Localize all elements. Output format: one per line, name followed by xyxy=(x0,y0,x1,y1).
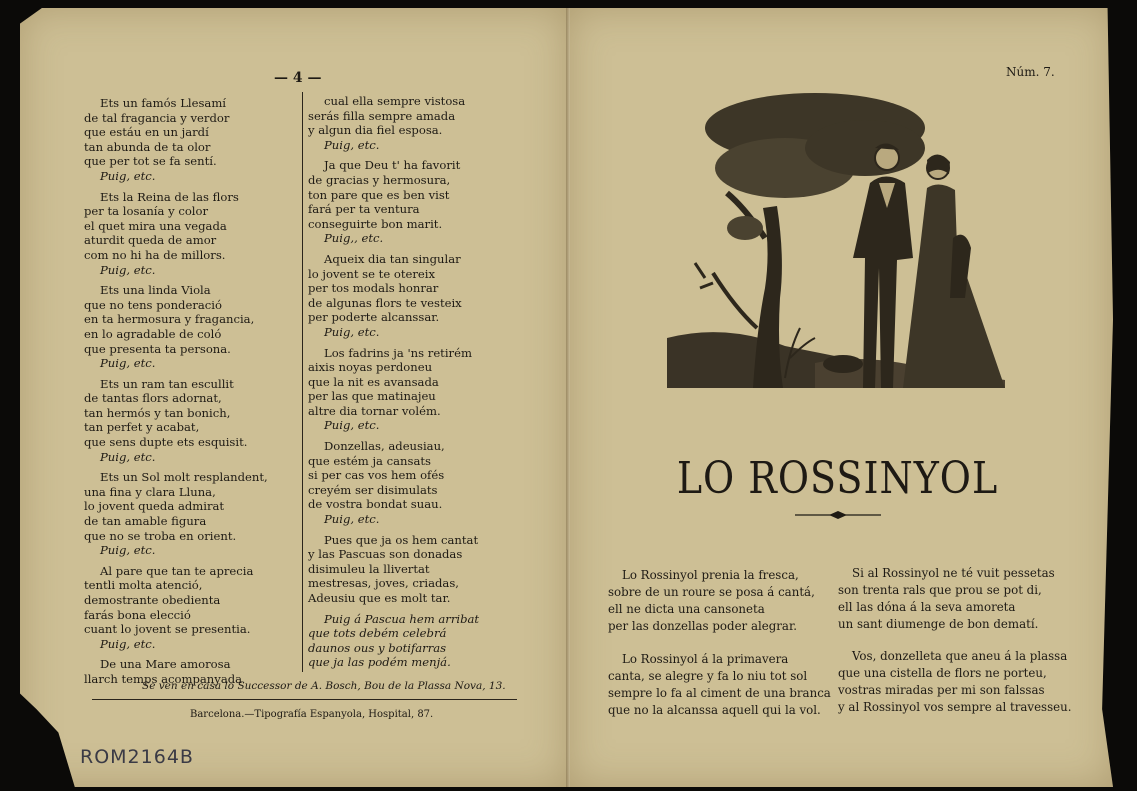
stanza xyxy=(84,564,284,652)
verse-line: Pues que ja os hem cantat xyxy=(324,532,479,547)
printer-imprint: Barcelona.—Tipografía Espanyola, Hospital, 87. xyxy=(190,709,434,720)
verse-line: Ets la Reina de las flors xyxy=(100,189,239,204)
footer-divider xyxy=(92,699,517,700)
verse-line: Aqueix dia tan singular xyxy=(324,251,461,266)
verse-line: De una Mare amorosa xyxy=(100,657,231,672)
verse-line: Al pare que tan te aprecia xyxy=(100,563,254,578)
verse-line: farás bona elecció xyxy=(84,607,191,622)
verse-line: Ets una linda Viola xyxy=(100,283,211,298)
verse-line: de tan amable figura xyxy=(84,514,207,529)
verse-line: que no la alcanssa aquell qui la vol. xyxy=(608,703,821,717)
stanza xyxy=(308,533,483,606)
verse-line: serás filla sempre amada xyxy=(308,108,456,123)
verse-line: ell las dóna á la seva amoreta xyxy=(838,600,1016,614)
verse-line: lo jovent se te otereix xyxy=(308,266,436,281)
stanza xyxy=(84,96,284,184)
verse-line: lo jovent queda admirat xyxy=(84,499,225,514)
verse-line: llarch temps acompanyada xyxy=(84,671,243,686)
verse-line: per tos modals honrar xyxy=(308,281,439,296)
verse-line: aixis noyas perdoneu xyxy=(308,360,433,375)
verse-line: Lo Rossinyol prenia la fresca, xyxy=(622,568,799,582)
verse-line: que tots debém celebrá xyxy=(308,626,447,641)
verse-line: Donzellas, adeusiau, xyxy=(324,439,445,454)
verse-line: Ets un Sol molt resplandent, xyxy=(100,470,268,485)
verse-line: Lo Rossinyol á la primavera xyxy=(622,652,789,666)
stanza-3 xyxy=(608,651,831,719)
verse-line: sobre de un roure se posa á cantá, xyxy=(608,585,815,599)
verse-line: de vostra bondat suau. xyxy=(308,497,443,512)
verse-line: Si al Rossinyol ne té vuit pessetas xyxy=(852,566,1055,580)
refrain: Puig, etc. xyxy=(100,262,156,277)
column-divider xyxy=(302,92,303,672)
verse-line: canta, se alegre y fa lo niu tot sol xyxy=(608,669,808,683)
verse-line: y al Rossinyol vos sempre al travesseu. xyxy=(838,700,1072,714)
poem-column-2 xyxy=(308,94,483,676)
verse-line: sempre lo fa al ciment de una branca xyxy=(608,686,831,700)
refrain: Puig, etc. xyxy=(324,137,380,152)
verse-line: Ja que Deu t' ha favorit xyxy=(324,158,461,173)
verse-line: creyém ser disimulats xyxy=(308,482,438,497)
verse-line: el quet mira una vegada xyxy=(84,218,227,233)
stanza-1 xyxy=(608,567,815,635)
refrain: Puig, etc. xyxy=(324,512,380,527)
verse-line: tan hermós y tan bonich, xyxy=(84,405,231,420)
verse-line: que no tens ponderació xyxy=(84,297,222,312)
page-fold xyxy=(566,8,570,787)
verse-line: demostrante obedienta xyxy=(84,593,221,607)
verse-line: cuant lo jovent se presentia. xyxy=(84,622,251,637)
verse-line: de algunas flors te vesteix xyxy=(308,295,462,310)
verse-line: mestresas, joves, criadas, xyxy=(308,576,459,591)
verse-line: per ta losanía y color xyxy=(84,204,209,219)
verse-line: per las que matinajeu xyxy=(308,389,436,404)
verse-line: Ets un famós Llesamí xyxy=(100,96,227,110)
refrain: Puig,, etc. xyxy=(324,231,384,246)
stanza-2 xyxy=(838,565,1055,633)
refrain: Puig, etc. xyxy=(324,324,380,339)
refrain: Puig, etc. xyxy=(100,449,156,464)
seller-note: Se ven en casa lo Successor de A. Bosch, Bou de la Plassa Nova, 13. xyxy=(142,680,506,692)
stanza xyxy=(84,283,284,371)
verse-line: disimuleu la llivertat xyxy=(308,561,430,576)
verse-line: per poderte alcanssar. xyxy=(308,310,440,325)
verse-line: de tantas flors adornat, xyxy=(84,391,222,406)
verse-line: ton pare que es ben vist xyxy=(308,187,450,202)
verse-line: tan abunda de ta olor xyxy=(84,139,211,154)
verse-line: conseguirte bon marit. xyxy=(308,216,443,231)
verse-line: en lo agradable de coló xyxy=(84,326,222,341)
verse-line: que ja las podém menjá. xyxy=(308,655,451,670)
stanza xyxy=(308,612,483,670)
verse-line: que no se troba en orient. xyxy=(84,528,237,543)
verse-line: Los fadrins ja 'ns retirém xyxy=(324,345,472,360)
verse-line: cual ella sempre vistosa xyxy=(324,94,466,108)
verse-line: per las donzellas poder alegrar. xyxy=(608,619,798,633)
verse-line: Ets un ram tan escullit xyxy=(100,376,234,391)
stanza xyxy=(308,346,483,434)
verse-line: Puig á Pascua hem arribat xyxy=(324,611,480,626)
verse-line: que la nit es avansada xyxy=(308,374,439,389)
verse-line: que sens dupte ets esquisit. xyxy=(84,435,248,450)
verse-line: son trenta rals que prou se pot di, xyxy=(838,583,1042,597)
stanza xyxy=(308,252,483,340)
issue-number: Núm. 7. xyxy=(1006,65,1055,79)
verse-line: aturdit queda de amor xyxy=(84,233,217,248)
woodcut-illustration xyxy=(665,88,1013,398)
verse-line: daunos ous y botifarras xyxy=(308,640,447,655)
verse-line: Vos, donzelleta que aneu á la plassa xyxy=(852,649,1068,663)
verse-line: que per tot se fa sentí. xyxy=(84,154,217,169)
refrain: Puig, etc. xyxy=(100,543,156,558)
verse-line: com no hi ha de millors. xyxy=(84,247,226,262)
page-number: — 4 — xyxy=(274,70,322,86)
verse-line: de gracias y hermosura, xyxy=(308,172,451,187)
verse-line: que estáu en un jardí xyxy=(84,125,209,140)
stanza xyxy=(308,158,483,246)
verse-line: un sant diumenge de bon dematí. xyxy=(838,617,1039,631)
verse-line: una fina y clara Lluna, xyxy=(84,484,216,499)
verse-line: fará per ta ventura xyxy=(308,202,420,217)
verse-line: si per cas vos hem ofés xyxy=(308,468,445,483)
verse-line: vostras miradas per mi son falssas xyxy=(838,683,1045,697)
verse-line: tentli molta atenció, xyxy=(84,578,203,593)
verse-line: en ta hermosura y fragancia, xyxy=(84,312,255,327)
stanza xyxy=(308,439,483,527)
verse-line: de tal fragancia y verdor xyxy=(84,110,230,125)
verse-line: y las Pascuas son donadas xyxy=(308,547,463,562)
refrain: Puig, etc. xyxy=(324,418,380,433)
refrain: Puig, etc. xyxy=(100,356,156,371)
verse-line: que estém ja cansats xyxy=(308,453,431,468)
verse-line: Adeusiu que es molt tar. xyxy=(308,591,451,605)
refrain: Puig, etc. xyxy=(100,168,156,183)
library-stamp: ROM2164B xyxy=(80,746,194,768)
stanza xyxy=(308,94,483,152)
title-ornament xyxy=(795,511,881,519)
stanza xyxy=(84,190,284,278)
verse-line: tan perfet y acabat, xyxy=(84,420,200,435)
poem-column-1 xyxy=(84,96,284,693)
verse-line: que presenta ta persona. xyxy=(84,341,231,356)
verse-line: altre dia tornar volém. xyxy=(308,403,441,418)
poem-title: LO ROSSINYOL xyxy=(676,452,999,504)
verse-line: y algun dia fiel esposa. xyxy=(308,123,443,138)
verse-line: ell ne dicta una cansoneta xyxy=(608,602,765,616)
verse-line: que una cistella de flors ne porteu, xyxy=(838,666,1047,680)
stanza-4 xyxy=(838,648,1072,716)
stanza xyxy=(84,377,284,465)
refrain: Puig, etc. xyxy=(100,636,156,651)
stanza xyxy=(84,470,284,558)
